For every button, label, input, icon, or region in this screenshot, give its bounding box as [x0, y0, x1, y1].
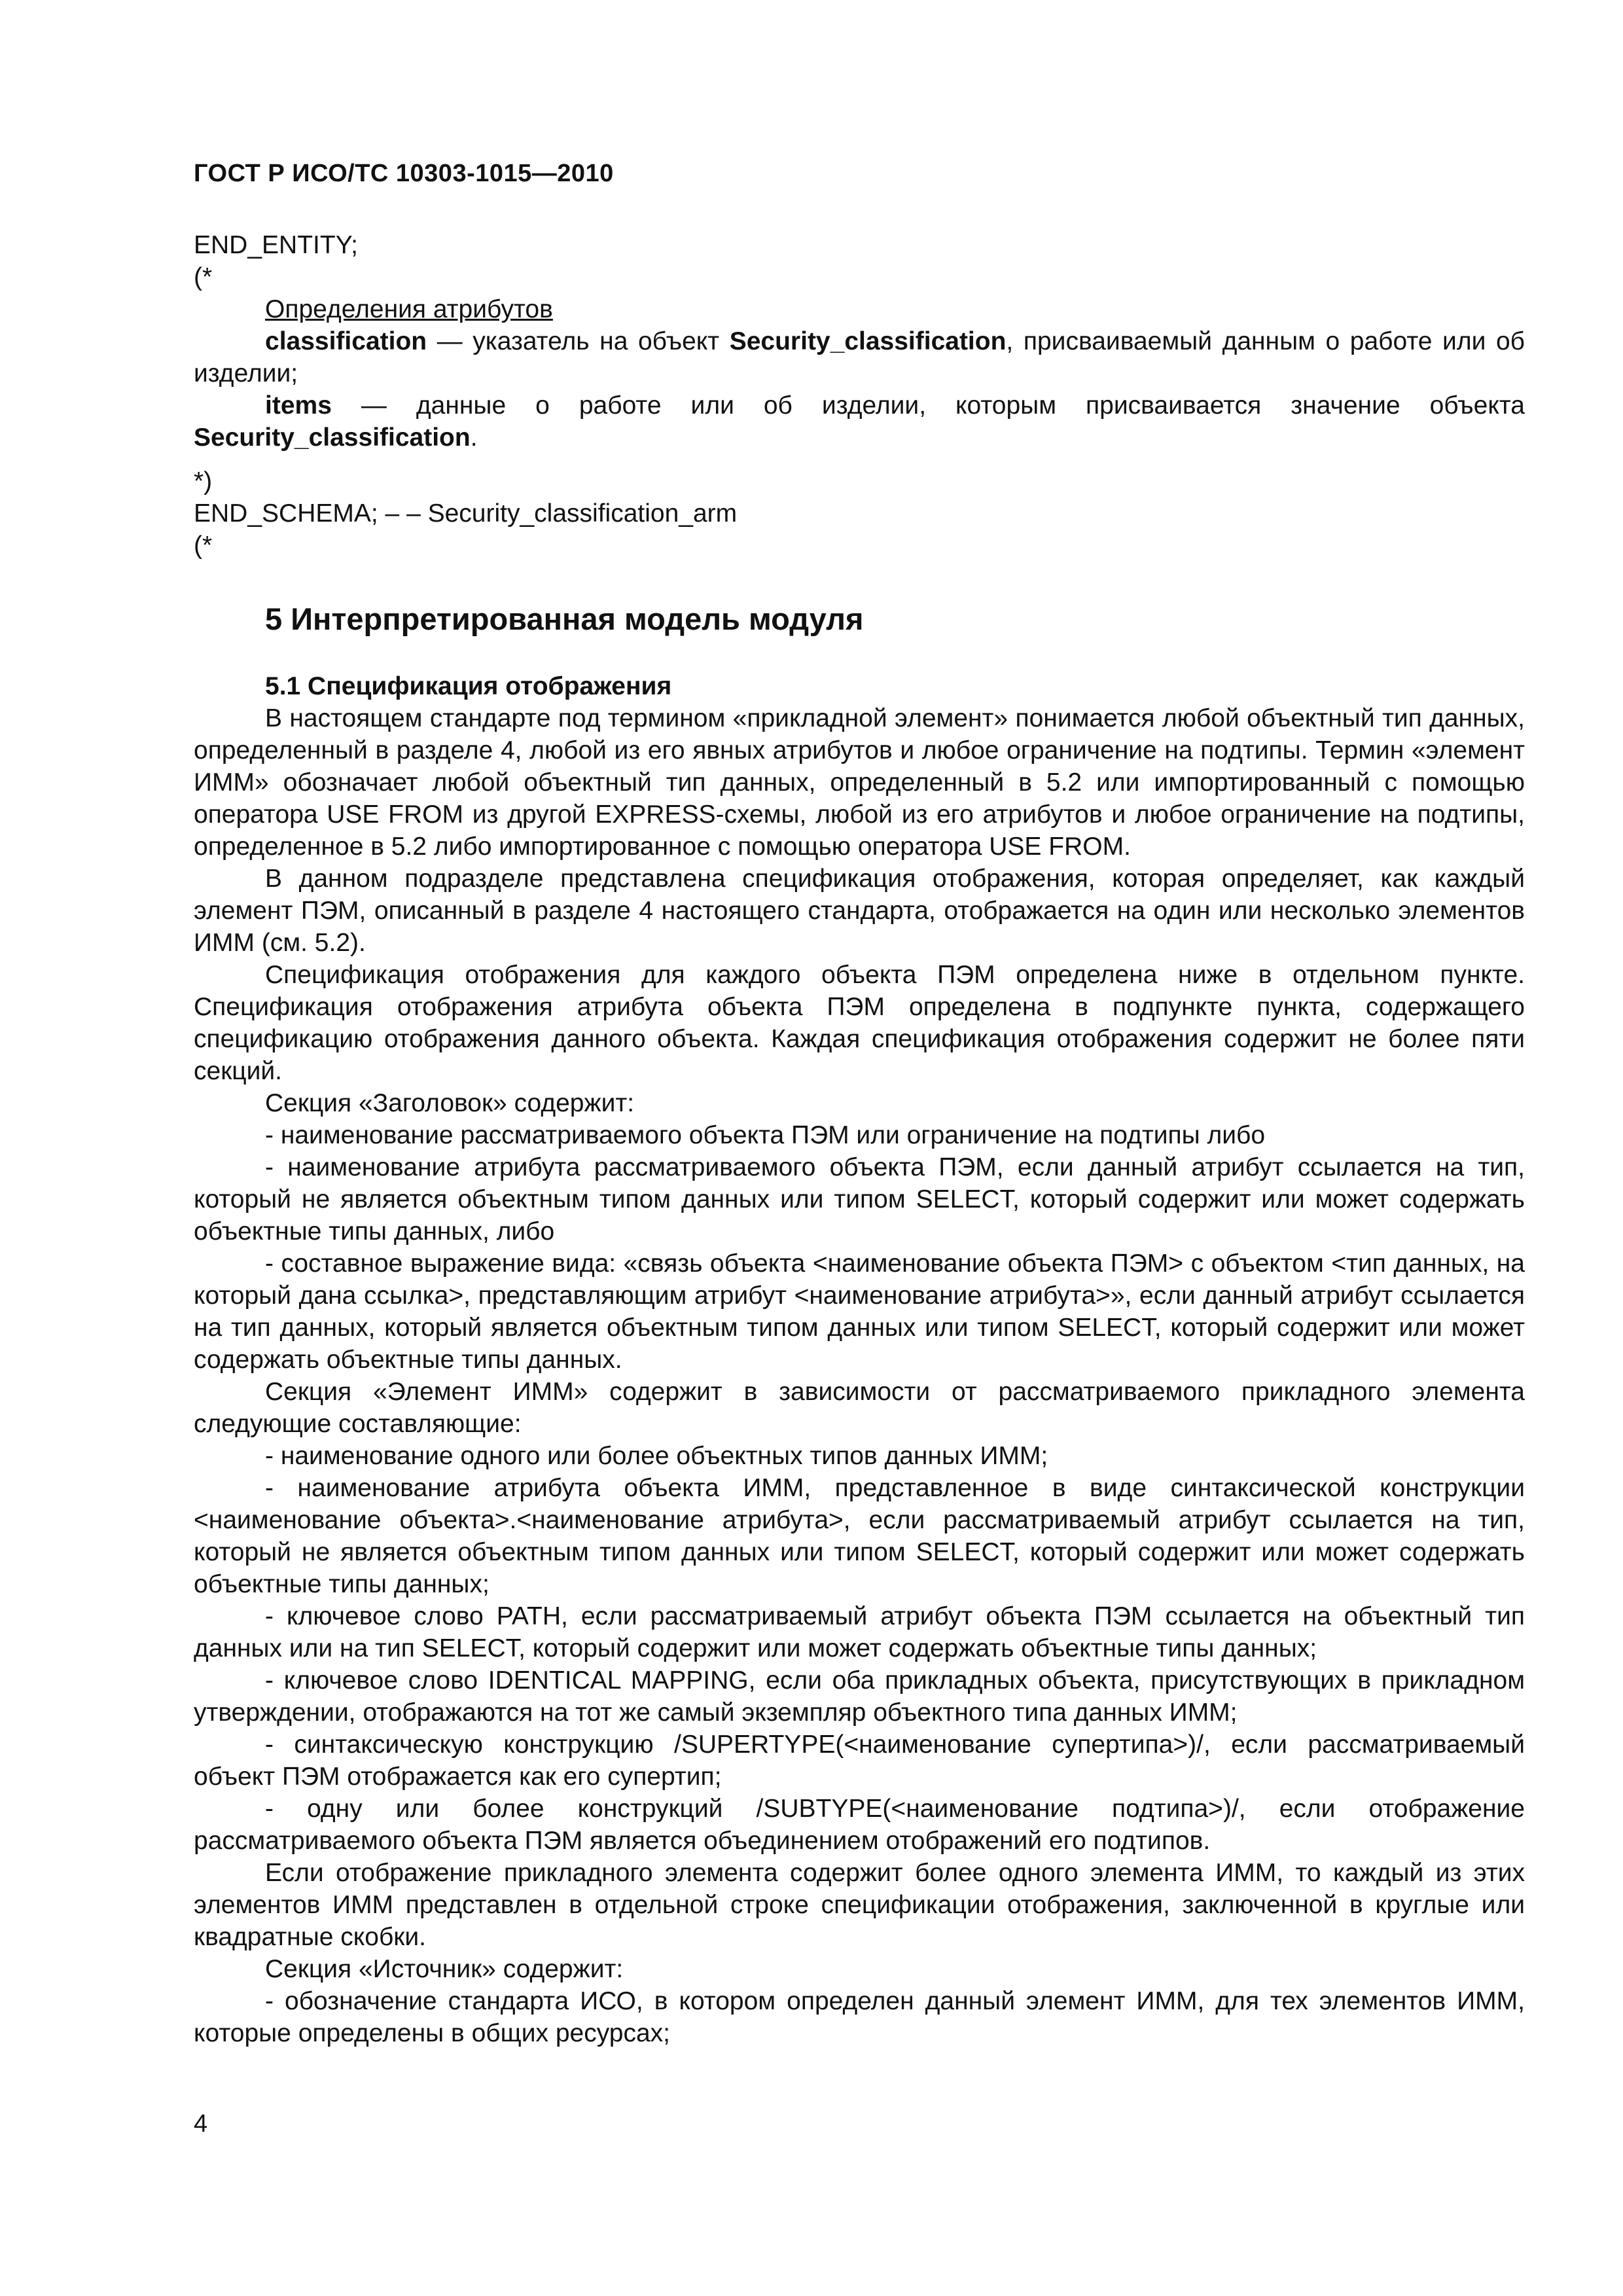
list-item: - наименование атрибута объекта ИММ, представленное в виде синтаксической конструкции <наименование объекта>.<наименование атрибута>, если рассматриваемый атрибут ссылается на тип, который не является объектным типом данных или типом SELECT, который содержит или может содержать объектные типы данных; — [194, 1474, 1525, 1598]
definition-classification-tail: , присваиваемый данным о работе или об изделии; — [194, 327, 1525, 387]
body-paragraph: В настоящем стандарте под термином «прикладной элемент» понимается любой объектный тип данных, определенный в разделе 4, любой из его явных атрибутов и любое ограничение на подтипы. Термин «элемент ИММ» обозначает любой объектный тип данных, определенный в 5.2 или импортированный с помощью оператора USE FROM из другой EXPRESS-схемы, любой из его атрибутов и любое ограничение на подтипы, определенное в 5.2 либо импортированное с помощью оператора USE FROM. — [194, 704, 1525, 861]
code-comment-close: *) — [194, 467, 213, 495]
term-classification: classification — [265, 327, 427, 355]
page-header: ГОСТ Р ИСО/ТС 10303-1015—2010 — [194, 160, 614, 187]
list-item: - наименование рассматриваемого объекта ПЭМ или ограничение на подтипы либо — [265, 1121, 1266, 1149]
ref-security-classification-1: Security_classification — [729, 327, 1007, 355]
body-paragraph: Если отображение прикладного элемента содержит более одного элемента ИММ, то каждый из этих элементов ИММ представлен в отдельной строке спецификации отображения, заключенной в круглые или квадратные скобки. — [194, 1859, 1525, 1951]
page-number: 4 — [194, 2110, 208, 2138]
body-paragraph: В данном подразделе представлена спецификация отображения, которая определяет, как каждый элемент ПЭМ, описанный в разделе 4 настоящего стандарта, отображается на один или несколько элементов ИММ (см. 5.2). — [194, 865, 1525, 957]
definition-classification — [194, 325, 1525, 389]
list-item: - обозначение стандарта ИСО, в котором определен данный элемент ИММ, для тех элементов ИММ, которые определены в общих ресурсах; — [194, 1987, 1525, 2047]
definition-items — [194, 389, 1525, 454]
attribute-definitions-title: Определения атрибутов — [265, 295, 553, 323]
code-end-schema: END_SCHEMA; – – Security_classification_arm — [194, 499, 738, 528]
code-comment-open-2: (* — [194, 531, 213, 560]
code-comment-open: (* — [194, 263, 213, 291]
definition-items-tail: . — [470, 423, 478, 452]
section-heading: 5 Интерпретированная модель модуля — [265, 601, 864, 636]
list-item: - синтаксическую конструкцию /SUPERTYPE(<наименование супертипа>)/, если рассматриваемый объект ПЭМ отображается как его супертип; — [194, 1731, 1525, 1791]
body-paragraph: Секция «Источник» содержит: — [265, 1955, 624, 1983]
list-item: - одну или более конструкций /SUBTYPE(<наименование подтипа>)/, если отображение рассматриваемого объекта ПЭМ является объединением отображений его подтипов. — [194, 1795, 1525, 1855]
definition-classification-text: — указатель на объект — [427, 327, 730, 355]
code-end-entity: END_ENTITY; — [194, 231, 359, 259]
list-item: - ключевое слово PATH, если рассматриваемый атрибут объекта ПЭМ ссылается на объектный тип данных или на тип SELECT, который содержит или может содержать объектные типы данных; — [194, 1602, 1525, 1662]
spacer — [194, 454, 1525, 465]
subsection-heading: 5.1 Спецификация отображения — [265, 672, 672, 700]
list-item: - наименование атрибута рассматриваемого объекта ПЭМ, если данный атрибут ссылается на тип, который не является объектным типом данных или типом SELECT, который содержит или может содержать объектные типы данных, либо — [194, 1153, 1525, 1246]
page-content — [194, 229, 1525, 2049]
term-items: items — [265, 391, 332, 420]
list-item: - ключевое слово IDENTICAL MAPPING, если оба прикладных объекта, присутствующих в прикладном утверждении, отображаются на тот же самый экземпляр объектного типа данных ИММ; — [194, 1666, 1525, 1727]
body-paragraph: Секция «Заголовок» содержит: — [265, 1089, 635, 1117]
body-paragraph: Секция «Элемент ИММ» содержит в зависимости от рассматриваемого прикладного элемента следующие составляющие: — [194, 1378, 1525, 1438]
definition-items-text: — данные о работе или об изделии, которым присваивается значение объекта — [331, 391, 1525, 420]
list-item: - наименование одного или более объектных типов данных ИММ; — [265, 1442, 1048, 1470]
ref-security-classification-2: Security_classification — [194, 423, 471, 452]
list-item: - составное выражение вида: «связь объекта <наименование объекта ПЭМ> с объектом <тип данных, на который дана ссылка>, представляющим атрибут <наименование атрибута>», если данный атрибут ссылается на тип данных, который является объектным типом данных или типом SELECT, который содержит или может содержать объектные типы данных. — [194, 1249, 1525, 1374]
body-paragraph: Спецификация отображения для каждого объекта ПЭМ определена ниже в отдельном пункте. Спецификация отображения атрибута объекта ПЭМ определена в подпункте пункта, содержащего спецификацию отображения данного объекта. Каждая спецификация отображения содержит не более пяти секций. — [194, 961, 1525, 1085]
